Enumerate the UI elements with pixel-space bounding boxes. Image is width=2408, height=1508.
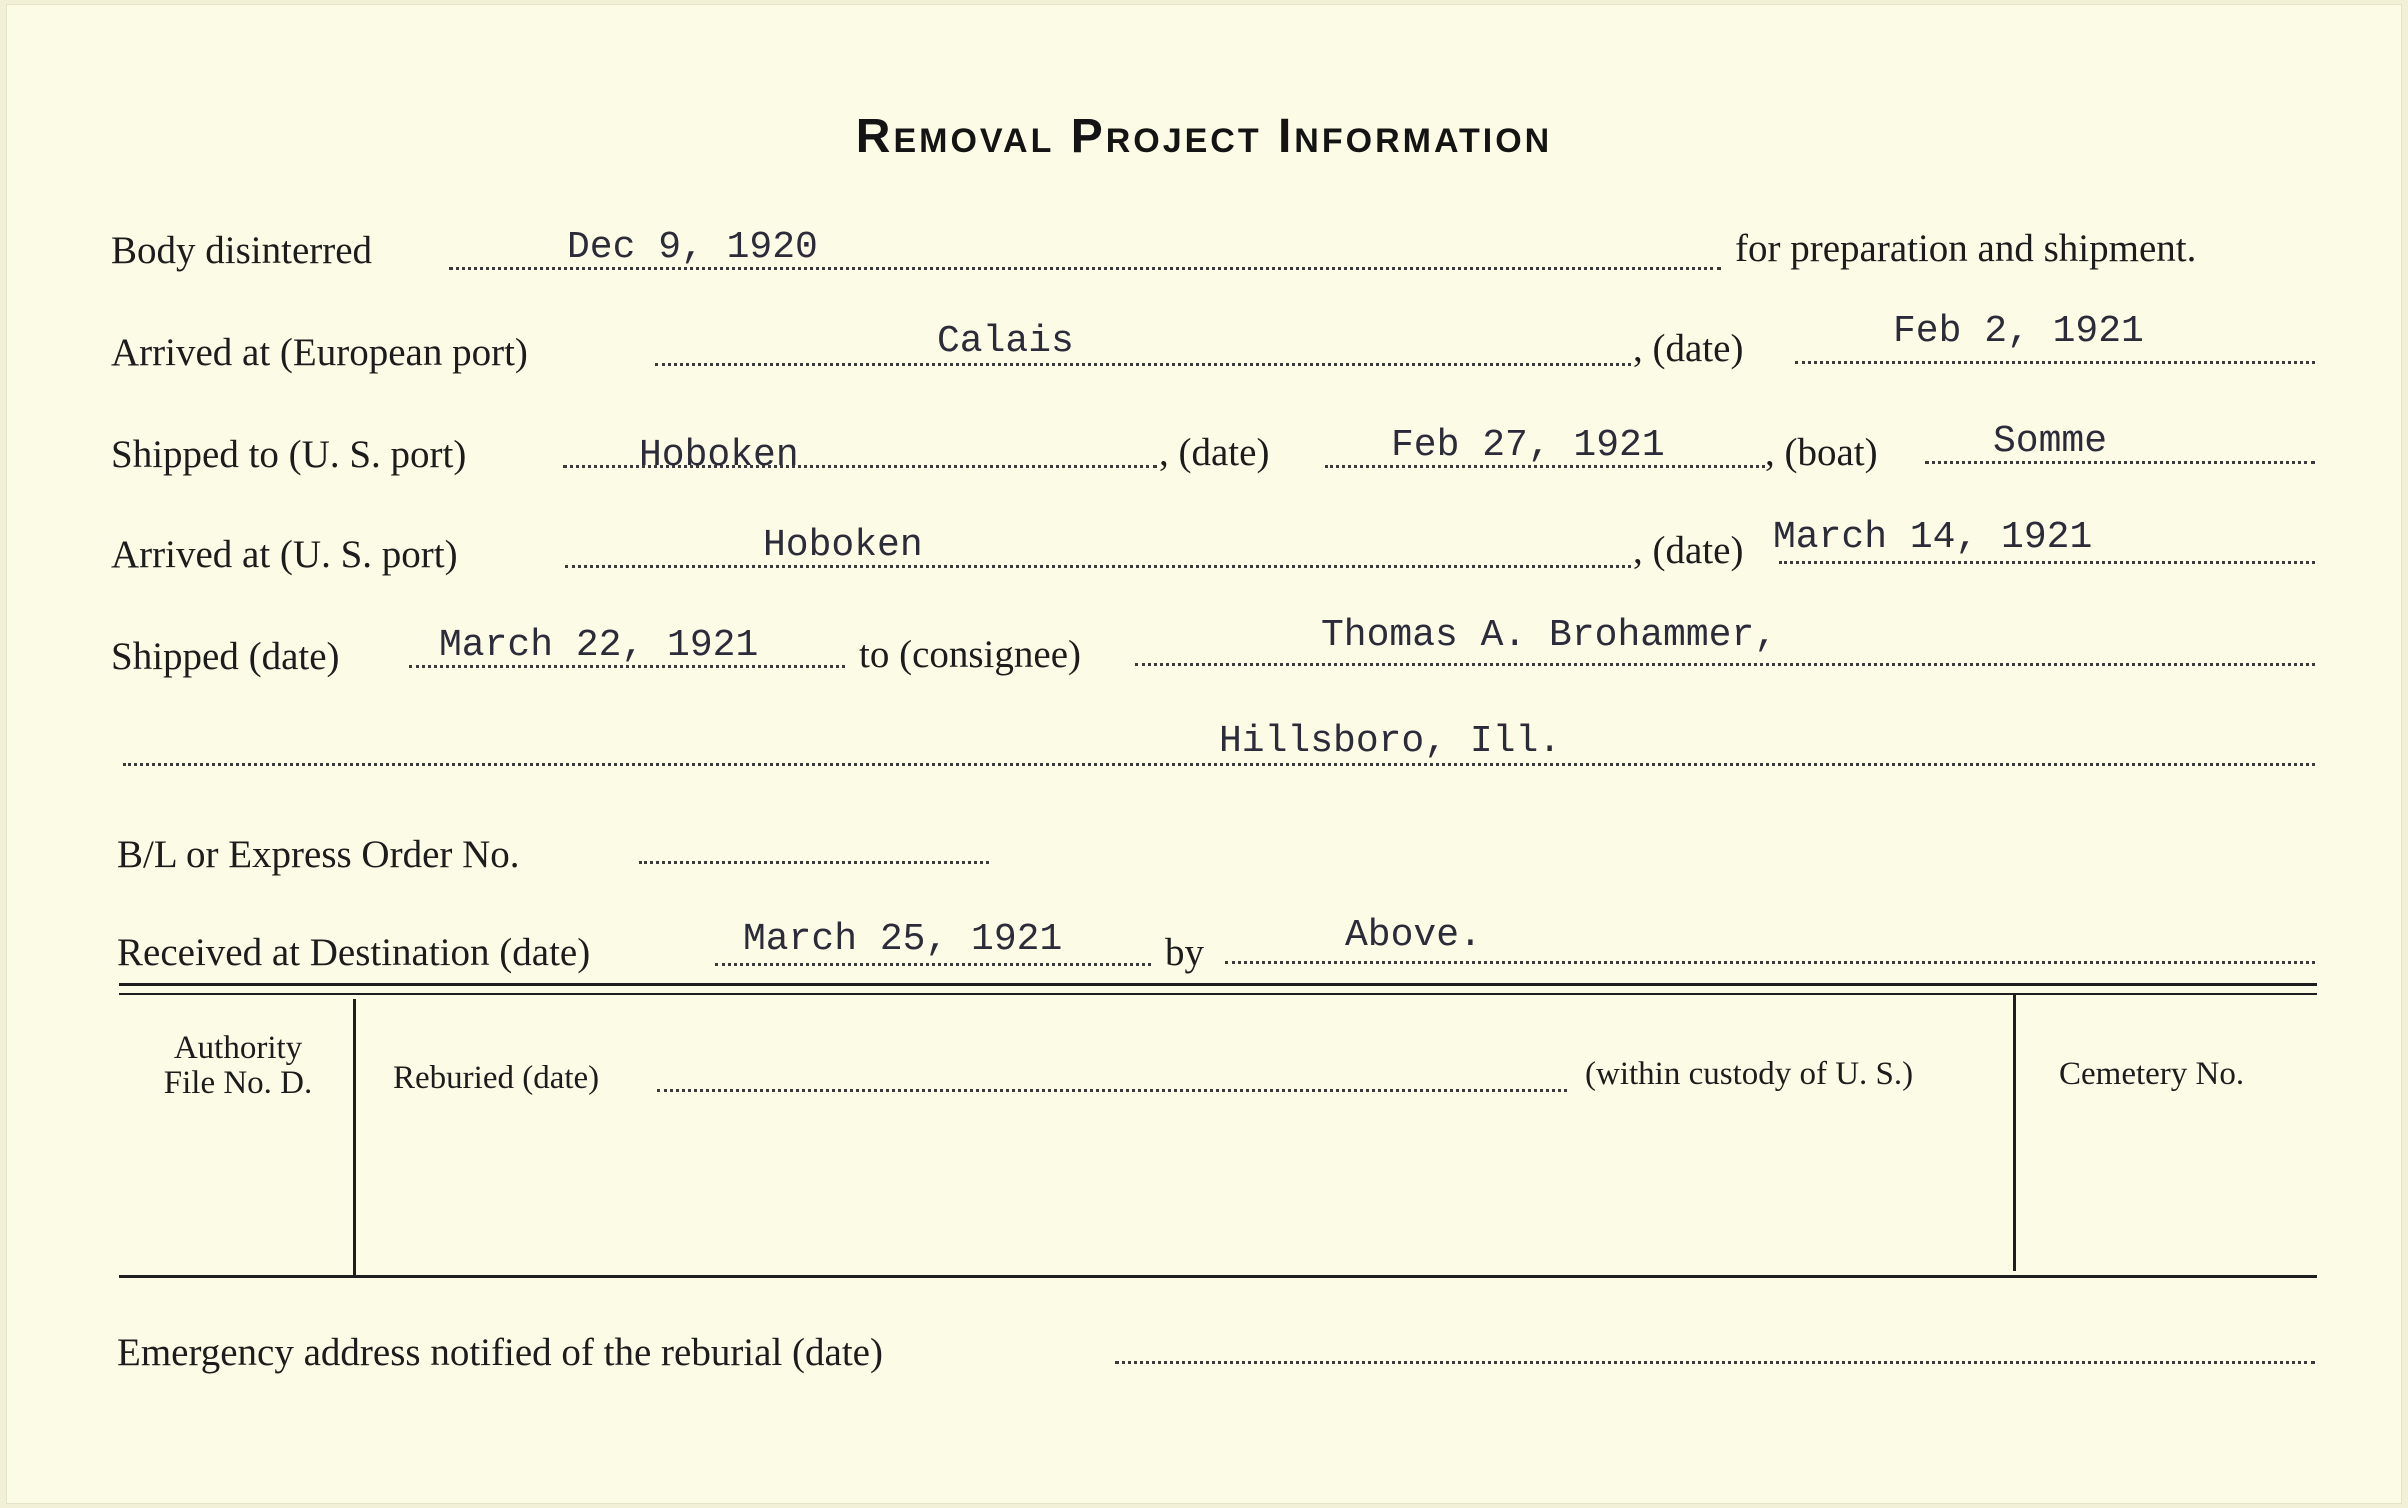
shipped-us-label: Shipped to (U. S. port) (111, 433, 467, 476)
arrived-us-date: March 14, 1921 (1773, 516, 2093, 559)
disinterred-label: Body disinterred (111, 229, 373, 272)
arrived-us-date-line (1779, 561, 2315, 564)
shipped-us-boat: Somme (1993, 420, 2108, 463)
form-title: Removal Project Information (855, 110, 1553, 163)
arrived-us-date-label: , (date) (1633, 529, 1744, 572)
shipped-us-date: Feb 27, 1921 (1391, 424, 1665, 467)
arrived-europe-date-line (1795, 361, 2315, 364)
emergency-line (1115, 1361, 2315, 1364)
received-by: Above. (1345, 914, 1482, 957)
received-by-line (1225, 961, 2315, 964)
arrived-us-port: Hoboken (763, 524, 923, 567)
reburied-label: Reburied (date) (393, 1060, 600, 1096)
shipped-date: March 22, 1921 (439, 624, 759, 667)
arrived-europe-label: Arrived at (European port) (111, 331, 528, 374)
shipped-us-port: Hoboken (639, 434, 799, 477)
received-label: Received at Destination (date) (117, 931, 591, 974)
table-top-rule-2 (119, 993, 2317, 995)
received-date-line (715, 963, 1151, 966)
authority-label-line1: Authority (173, 1030, 303, 1066)
authority-file-label (125, 1031, 351, 1100)
arrived-us-port-line (565, 565, 1631, 568)
bl-label: B/L or Express Order No. (117, 833, 520, 876)
emergency-label: Emergency address notified of the reburial (date) (117, 1331, 883, 1374)
shipped-date-label: Shipped (date) (111, 635, 340, 678)
arrived-europe-date: Feb 2, 1921 (1893, 310, 2144, 353)
arrived-europe-port: Calais (937, 320, 1074, 363)
shipped-us-boat-line (1925, 461, 2315, 464)
received-by-label: by (1165, 931, 1204, 974)
arrived-europe-date-label: , (date) (1633, 327, 1744, 370)
arrived-us-label: Arrived at (U. S. port) (111, 533, 458, 576)
removal-project-card (6, 4, 2402, 1504)
table-divider-right (2013, 995, 2016, 1271)
consignee-label: to (consignee) (859, 633, 1082, 676)
consignee-address: Hillsboro, Ill. (1219, 720, 1562, 763)
cemetery-label: Cemetery No. (2059, 1056, 2245, 1092)
table-divider-left (353, 999, 356, 1277)
authority-label-line2: File No. D. (163, 1064, 313, 1101)
arrived-europe-port-line (655, 363, 1631, 366)
shipped-us-date-label: , (date) (1159, 431, 1270, 474)
shipped-us-boat-label: , (boat) (1765, 431, 1878, 474)
table-top-rule-1 (119, 983, 2317, 986)
reburied-line (657, 1089, 1567, 1092)
consignee-address-line (123, 763, 2315, 766)
disinterred-suffix: for preparation and shipment. (1735, 227, 2197, 270)
consignee-name: Thomas A. Brohammer, (1321, 614, 1778, 657)
disinterred-date: Dec 9, 1920 (567, 226, 818, 269)
bl-line (639, 861, 989, 864)
custody-label: (within custody of U. S.) (1585, 1056, 1914, 1092)
received-date: March 25, 1921 (743, 918, 1063, 961)
table-bottom-rule (119, 1275, 2317, 1278)
consignee-line (1135, 663, 2315, 666)
